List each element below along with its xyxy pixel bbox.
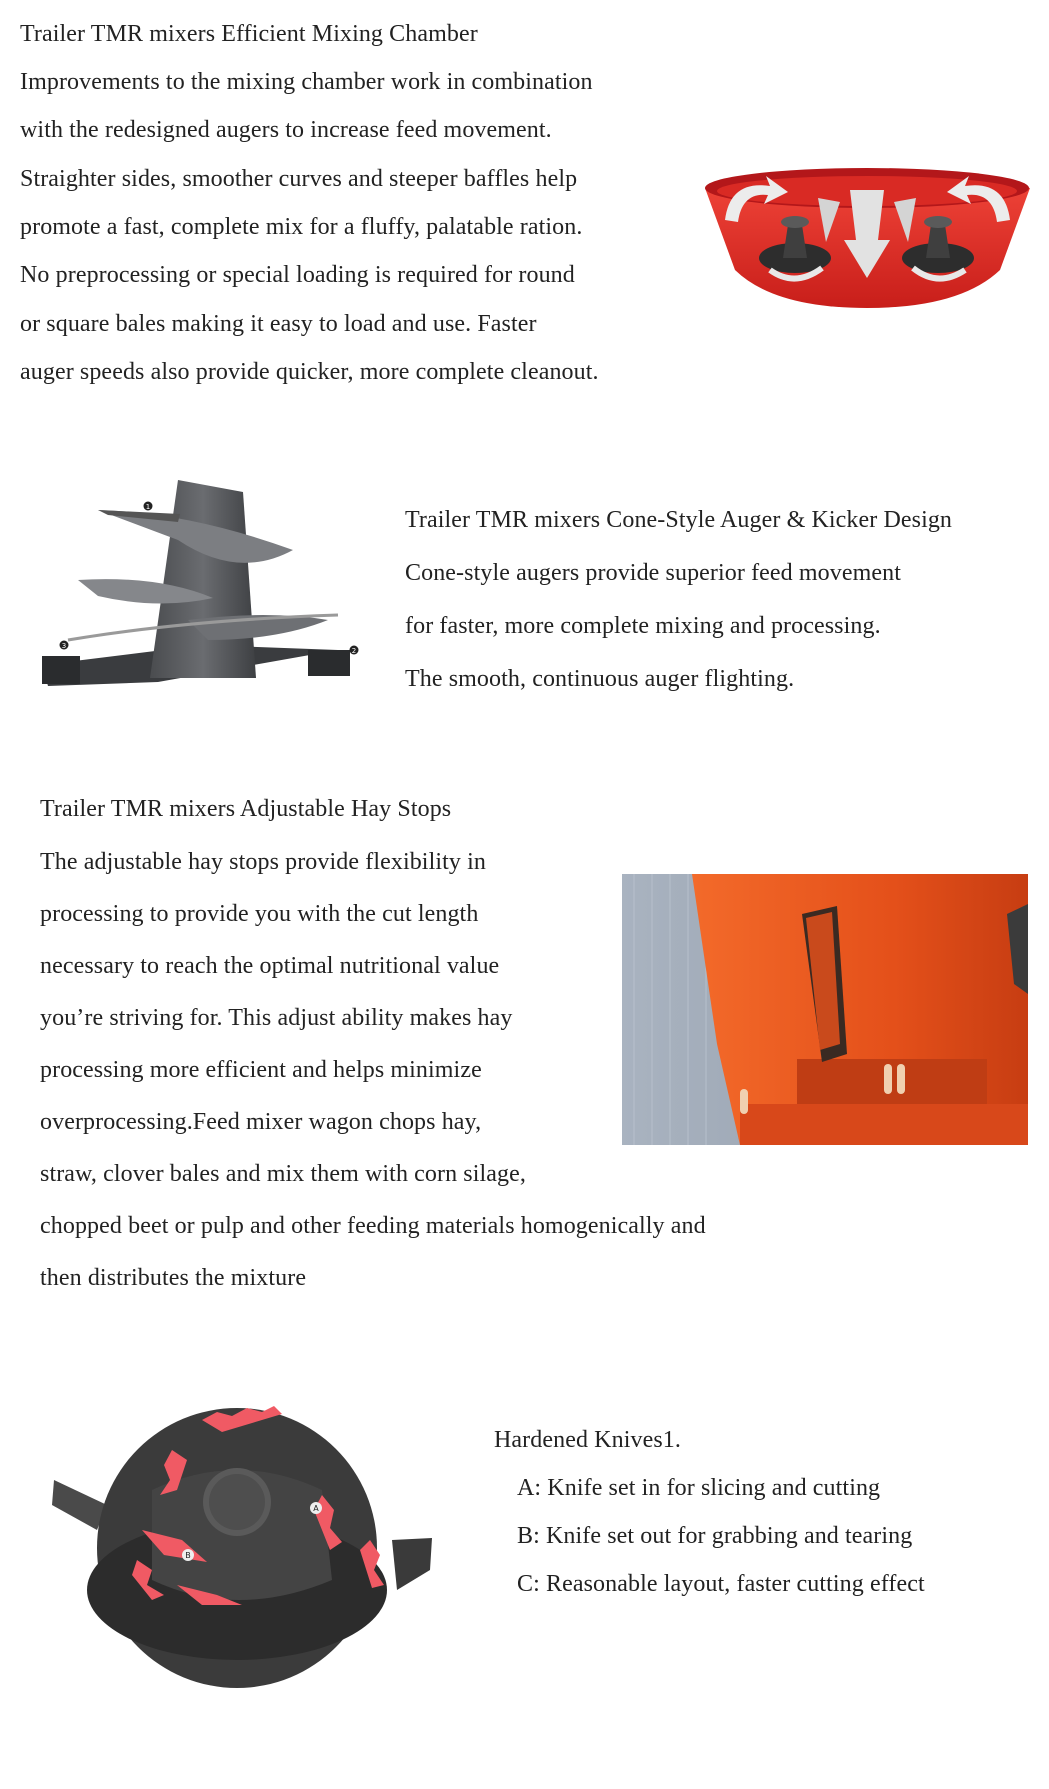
section3-line: necessary to reach the optimal nutritional value xyxy=(40,953,500,979)
cone-auger-image xyxy=(38,470,383,690)
mixing-chamber-image xyxy=(700,160,1035,310)
section1-line: with the redesigned augers to increase feed movement. xyxy=(20,117,552,143)
section1-line: promote a fast, complete mix for a fluffy, palatable ration. xyxy=(20,214,583,240)
section4-title: Hardened Knives1. xyxy=(494,1427,681,1453)
section3-line: The adjustable hay stops provide flexibility in xyxy=(40,849,486,875)
knife-item-c: C: Reasonable layout, faster cutting effect xyxy=(517,1571,925,1597)
section3-line: processing more efficient and helps minimize xyxy=(40,1057,482,1083)
section2-line: Cone-style augers provide superior feed movement xyxy=(405,560,901,586)
section3-line: chopped beet or pulp and other feeding materials homogenically and xyxy=(40,1213,706,1239)
callout-1: 1 xyxy=(145,503,151,511)
section1-line: Straighter sides, smoother curves and steeper baffles help xyxy=(20,166,578,192)
section3-line: overprocessing.Feed mixer wagon chops hay, xyxy=(40,1109,482,1135)
section1-line: No preprocessing or special loading is required for round xyxy=(20,262,575,288)
section2-line: for faster, more complete mixing and processing. xyxy=(405,613,881,639)
section3-line: you’re striving for. This adjust ability makes hay xyxy=(40,1005,513,1031)
section3-title: Trailer TMR mixers Adjustable Hay Stops xyxy=(40,796,452,822)
callout-a: A xyxy=(313,1504,319,1513)
callout-b: B xyxy=(185,1551,191,1560)
section1-line: or square bales making it easy to load and use. Faster xyxy=(20,311,537,337)
section3-line: then distributes the mixture xyxy=(40,1265,307,1291)
knife-item-a: A: Knife set in for slicing and cutting xyxy=(517,1475,881,1501)
section3-line: processing to provide you with the cut length xyxy=(40,901,479,927)
callout-3: 3 xyxy=(61,642,67,650)
hay-stop-photo xyxy=(622,874,1028,1145)
knife-item-b: B: Knife set out for grabbing and tearing xyxy=(517,1523,913,1549)
section1-line: auger speeds also provide quicker, more complete cleanout. xyxy=(20,359,599,385)
callout-2: 2 xyxy=(351,647,357,655)
section2-title: Trailer TMR mixers Cone-Style Auger & Kicker Design xyxy=(405,507,953,533)
section1-line: Improvements to the mixing chamber work in combination xyxy=(20,69,593,95)
section3-line: straw, clover bales and mix them with corn silage, xyxy=(40,1161,526,1187)
section1-title: Trailer TMR mixers Efficient Mixing Chamber xyxy=(20,21,478,47)
hardened-knives-image xyxy=(52,1390,437,1690)
section2-line: The smooth, continuous auger flighting. xyxy=(405,666,795,692)
